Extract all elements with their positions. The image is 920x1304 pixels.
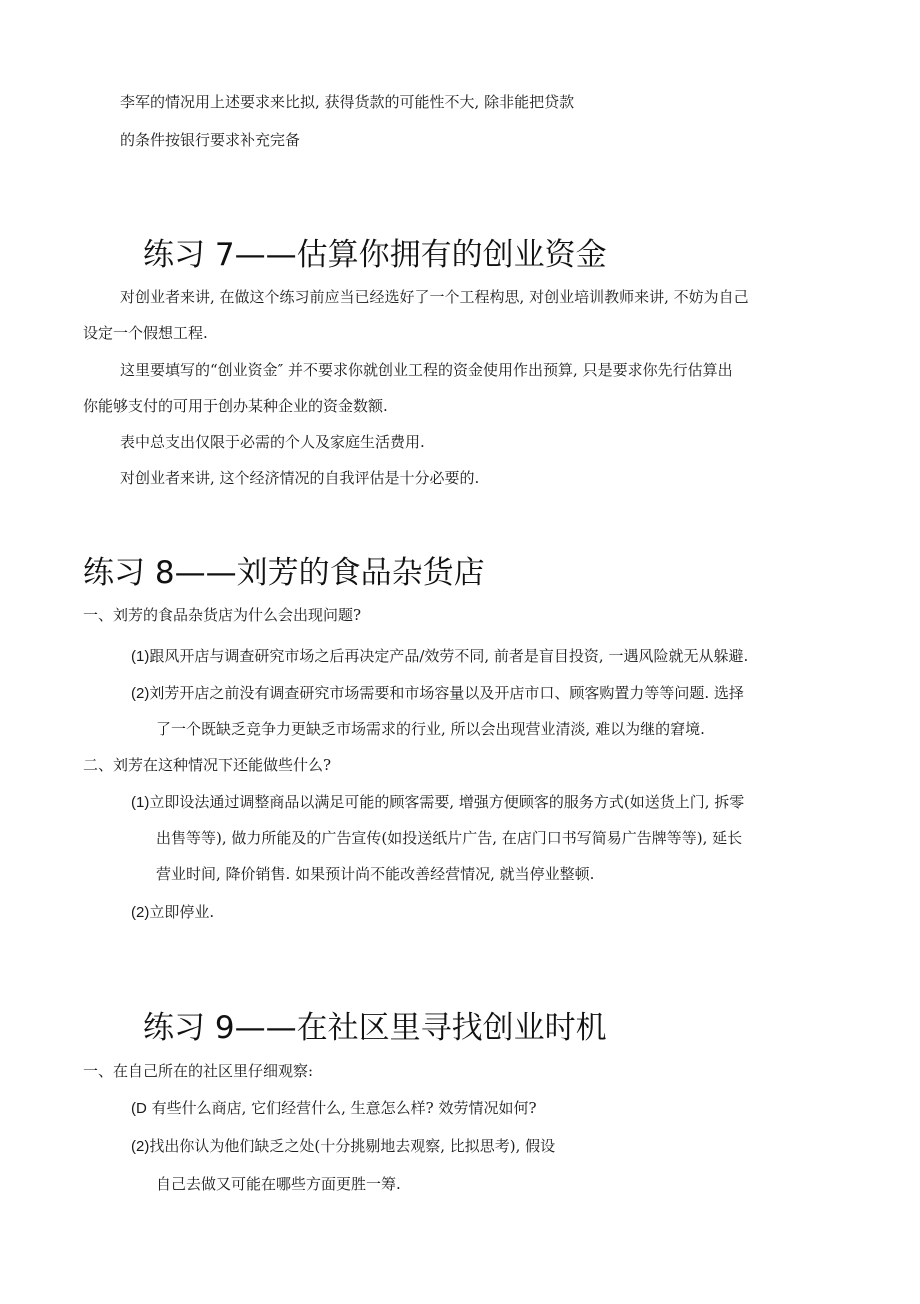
exercise-8-answer-2-1-line-2: 出售等等), 做力所能及的广告宣传(如投送纸片广告, 在店门口书写简易广告牌等等), 延长 [156,829,743,847]
answer-number: (2) [131,685,150,702]
exercise-8-question-2: 二、刘芳在这种情况下还能做些什么? [83,756,332,774]
answer-number: (1) [131,648,150,665]
exercise-9-answer-1 [131,1098,537,1119]
answer-number: (D [131,1100,147,1117]
answer-number: (2) [131,904,150,921]
exercise-8-answer-2-1-line-1 [131,792,744,813]
exercise-9-title: 练习 9——在社区里寻找创业时机 [143,1010,607,1046]
exercise-8-answer-2-1-line-3: 营业时间, 降价销售. 如果预计尚不能改善经营情况, 就当停业整顿. [156,865,595,883]
exercise-7-para-2-line-2: 你能够支付的可用于创办某种企业的资金数额. [83,397,388,415]
exercise-8-answer-1-2-line-2: 了一个既缺乏竞争力更缺乏市场需求的行业, 所以会出现营业清淡, 难以为继的窘境. [156,720,705,738]
exercise-8-answer-1-2-line-1 [131,683,744,704]
exercise-9-answer-2-line-1 [131,1136,555,1157]
answer-text: 刘芳开店之前没有调查研究市场需要和市场容量以及开店市口、顾客购置力等等问题. 选择 [149,684,744,702]
exercise-8-title: 练习 8——刘芳的食品杂货店 [83,555,485,591]
exercise-7-para-1-line-2: 设定一个假想工程. [83,324,208,342]
answer-text: 跟风开店与调查研究市场之后再决定产品/效劳不同, 前者是盲目投资, 一遇风险就无从躲避. [149,647,749,665]
exercise-9-answer-2-line-2: 自己去做又可能在哪些方面更胜一筹. [156,1175,401,1193]
exercise-7-title: 练习 7——估算你拥有的创业资金 [143,237,607,273]
exercise-9-question-1: 一、在自己所在的社区里仔细观察: [83,1062,314,1080]
exercise-8-question-1: 一、刘芳的食品杂货店为什么会出现问题? [83,606,362,624]
answer-number: (2) [131,1138,150,1155]
answer-text: 立即设法通过调整商品以满足可能的顾客需要, 增强方便顾客的服务方式(如送货上门, 拆零 [149,793,745,811]
answer-text: 有些什么商店, 它们经营什么, 生意怎么样? 效劳情况如何? [146,1099,537,1117]
exercise-7-para-3: 表中总支出仅限于必需的个人及家庭生活费用. [120,433,425,451]
intro-line-2: 的条件按银行要求补充完备 [120,131,301,149]
exercise-7-para-4: 对创业者来讲, 这个经济情况的自我评估是十分必要的. [120,469,480,487]
answer-number: (1) [131,794,150,811]
intro-line-1: 李军的情况用上述要求来比拟, 获得货款的可能性不大, 除非能把贷款 [120,93,575,111]
answer-text: 立即停业. [149,903,215,921]
exercise-8-answer-1-1 [131,646,748,667]
exercise-8-answer-2-2 [131,902,214,923]
answer-text: 找出你认为他们缺乏之处(十分挑剔地去观察, 比拟思考), 假设 [149,1137,556,1155]
exercise-7-para-1-line-1: 对创业者来讲, 在做这个练习前应当已经选好了一个工程构思, 对创业培训教师来讲, 不妨为自己 [120,288,749,306]
exercise-7-para-2-line-1: 这里要填写的“创业资金″ 并不要求你就创业工程的资金使用作出预算, 只是要求你先行估算出 [120,361,733,379]
